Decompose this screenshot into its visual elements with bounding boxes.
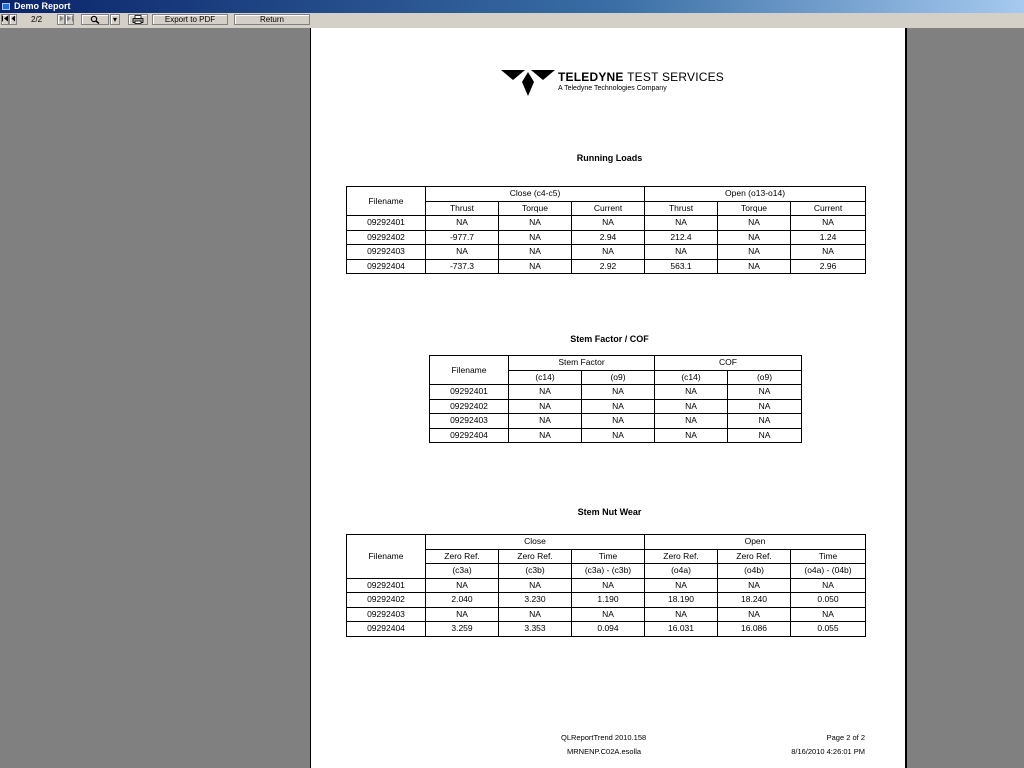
table-cell: NA xyxy=(791,607,866,622)
print-button[interactable] xyxy=(128,14,148,25)
table-cell: 1.24 xyxy=(791,230,866,245)
report-page xyxy=(310,28,907,768)
toolbar xyxy=(0,13,1024,29)
table-cell: NA xyxy=(582,428,655,443)
table-cell: 1.190 xyxy=(572,593,645,608)
table-cell: NA xyxy=(499,607,572,622)
column-header: (c3a) xyxy=(426,564,499,579)
table-row xyxy=(430,385,802,400)
table-cell: NA xyxy=(582,414,655,429)
stem-nut-wear-table xyxy=(346,534,866,637)
table-cell: 3.353 xyxy=(499,622,572,637)
filename-header: Filename xyxy=(430,356,509,385)
table-row xyxy=(347,259,866,274)
filename-header: Filename xyxy=(347,187,426,216)
table-cell: 0.055 xyxy=(791,622,866,637)
table-cell: NA xyxy=(718,245,791,260)
table-cell: 09292402 xyxy=(347,593,426,608)
column-header: (o4a) - (04b) xyxy=(791,564,866,579)
table-cell: NA xyxy=(426,245,499,260)
table-cell: 09292403 xyxy=(347,245,426,260)
table-cell: NA xyxy=(645,216,718,231)
stem-nut-wear-title: Stem Nut Wear xyxy=(577,507,642,517)
table-row xyxy=(430,399,802,414)
table-cell: NA xyxy=(728,428,802,443)
table-cell: NA xyxy=(645,245,718,260)
page-indicator: 2/2 xyxy=(31,15,43,24)
column-header: Current xyxy=(791,201,866,216)
filename-header: Filename xyxy=(347,535,426,579)
table-cell: 09292401 xyxy=(347,216,426,231)
table-cell: NA xyxy=(499,578,572,593)
close-group-header: Close xyxy=(426,535,645,550)
return-button[interactable]: Return xyxy=(234,14,310,25)
column-header: (c3a) - (c3b) xyxy=(572,564,645,579)
table-cell: NA xyxy=(718,216,791,231)
table-cell: NA xyxy=(572,245,645,260)
table-cell: NA xyxy=(509,385,582,400)
table-cell: NA xyxy=(645,578,718,593)
table-cell: NA xyxy=(791,216,866,231)
table-cell: 212.4 xyxy=(645,230,718,245)
table-cell: NA xyxy=(791,578,866,593)
window-title: Demo Report xyxy=(14,1,71,11)
column-header: (c14) xyxy=(655,370,728,385)
table-cell: NA xyxy=(718,607,791,622)
table-cell: 09292401 xyxy=(430,385,509,400)
column-header: (c14) xyxy=(509,370,582,385)
table-cell: 3.230 xyxy=(499,593,572,608)
column-header: Thrust xyxy=(645,201,718,216)
table-cell: 18.240 xyxy=(718,593,791,608)
table-row xyxy=(430,428,802,443)
table-cell: 09292402 xyxy=(347,230,426,245)
table-cell: NA xyxy=(728,385,802,400)
column-header: (o9) xyxy=(582,370,655,385)
table-cell: 16.031 xyxy=(645,622,718,637)
column-header: (o4b) xyxy=(718,564,791,579)
footer-datetime: 8/16/2010 4:26:01 PM xyxy=(791,747,865,756)
next-page-icon[interactable] xyxy=(57,14,65,25)
table-cell: NA xyxy=(718,578,791,593)
table-cell: NA xyxy=(426,216,499,231)
column-header: Zero Ref. xyxy=(499,549,572,564)
table-cell: NA xyxy=(582,385,655,400)
first-page-icon[interactable] xyxy=(1,14,9,25)
table-row xyxy=(430,414,802,429)
column-header: Thrust xyxy=(426,201,499,216)
window-title-bar xyxy=(0,0,1024,13)
table-cell: 2.96 xyxy=(791,259,866,274)
table-cell: NA xyxy=(655,385,728,400)
app-icon xyxy=(2,3,10,10)
table-cell: 2.94 xyxy=(572,230,645,245)
table-cell: NA xyxy=(718,259,791,274)
company-tagline: A Teledyne Technologies Company xyxy=(558,85,667,92)
column-header: Time xyxy=(791,549,866,564)
column-header: Current xyxy=(572,201,645,216)
table-cell: 0.094 xyxy=(572,622,645,637)
table-row xyxy=(347,230,866,245)
table-cell: 2.92 xyxy=(572,259,645,274)
close-group-header: Close (c4-c5) xyxy=(426,187,645,202)
table-row xyxy=(347,593,866,608)
magnifier-icon xyxy=(90,15,100,24)
table-cell: NA xyxy=(499,230,572,245)
footer-report-name: QLReportTrend 2010.158 xyxy=(561,733,647,742)
stem-factor-title: Stem Factor / COF xyxy=(570,334,649,344)
column-header: Zero Ref. xyxy=(645,549,718,564)
table-cell: NA xyxy=(499,245,572,260)
company-name xyxy=(558,70,724,84)
stem-factor-group-header: Stem Factor xyxy=(509,356,655,371)
table-row xyxy=(347,578,866,593)
column-header: (c3b) xyxy=(499,564,572,579)
footer-file-name: MRNENP.C02A.esolla xyxy=(567,747,642,756)
chevron-down-icon: ▾ xyxy=(112,15,117,24)
table-row xyxy=(347,622,866,637)
table-cell: -737.3 xyxy=(426,259,499,274)
table-row xyxy=(347,607,866,622)
export-to-pdf-button[interactable]: Export to PDF xyxy=(152,14,228,25)
table-cell: NA xyxy=(509,428,582,443)
table-cell: NA xyxy=(499,259,572,274)
column-header: Zero Ref. xyxy=(718,549,791,564)
stem-factor-table xyxy=(429,355,802,443)
table-cell: NA xyxy=(582,399,655,414)
table-cell: 563.1 xyxy=(645,259,718,274)
table-cell: 2.040 xyxy=(426,593,499,608)
column-header: (o4a) xyxy=(645,564,718,579)
running-loads-table xyxy=(346,186,866,274)
company-name-bold: TELEDYNE xyxy=(558,70,624,84)
column-header: Torque xyxy=(718,201,791,216)
zoom-dropdown[interactable] xyxy=(110,14,120,25)
prev-page-icon[interactable] xyxy=(9,14,17,25)
column-header: (o9) xyxy=(728,370,802,385)
open-group-header: Open xyxy=(645,535,866,550)
table-cell: NA xyxy=(572,216,645,231)
table-cell: NA xyxy=(655,428,728,443)
table-cell: 0.050 xyxy=(791,593,866,608)
table-cell: 09292402 xyxy=(430,399,509,414)
table-header-row xyxy=(347,187,866,202)
table-cell: 09292401 xyxy=(347,578,426,593)
table-cell: NA xyxy=(645,607,718,622)
company-logo xyxy=(501,68,731,98)
table-cell: 09292404 xyxy=(430,428,509,443)
table-cell: 09292403 xyxy=(347,607,426,622)
table-cell: -977.7 xyxy=(426,230,499,245)
table-cell: NA xyxy=(791,245,866,260)
table-cell: NA xyxy=(655,399,728,414)
open-group-header: Open (o13-o14) xyxy=(645,187,866,202)
table-header-row xyxy=(430,356,802,371)
table-cell: 09292404 xyxy=(347,622,426,637)
running-loads-title: Running Loads xyxy=(576,153,643,163)
table-cell: NA xyxy=(728,399,802,414)
table-cell: NA xyxy=(655,414,728,429)
table-cell: NA xyxy=(509,414,582,429)
column-header: Zero Ref. xyxy=(426,549,499,564)
zoom-button[interactable] xyxy=(81,14,109,25)
footer-page-label: Page 2 of 2 xyxy=(826,733,865,742)
table-cell: NA xyxy=(572,607,645,622)
table-header-row xyxy=(347,535,866,550)
table-cell: NA xyxy=(426,607,499,622)
table-cell: NA xyxy=(718,230,791,245)
table-cell: 3.259 xyxy=(426,622,499,637)
table-cell: 09292404 xyxy=(347,259,426,274)
teledyne-logo-icon xyxy=(501,68,555,98)
table-row xyxy=(347,216,866,231)
printer-icon xyxy=(132,15,144,24)
table-row xyxy=(347,245,866,260)
table-cell: NA xyxy=(499,216,572,231)
table-cell: NA xyxy=(426,578,499,593)
table-cell: NA xyxy=(509,399,582,414)
table-cell: 09292403 xyxy=(430,414,509,429)
company-name-light: TEST SERVICES xyxy=(627,70,725,84)
table-cell: NA xyxy=(728,414,802,429)
cof-group-header: COF xyxy=(655,356,802,371)
table-cell: 18.190 xyxy=(645,593,718,608)
column-header: Time xyxy=(572,549,645,564)
table-cell: NA xyxy=(572,578,645,593)
table-cell: 16.086 xyxy=(718,622,791,637)
last-page-icon[interactable] xyxy=(65,14,74,25)
column-header: Torque xyxy=(499,201,572,216)
